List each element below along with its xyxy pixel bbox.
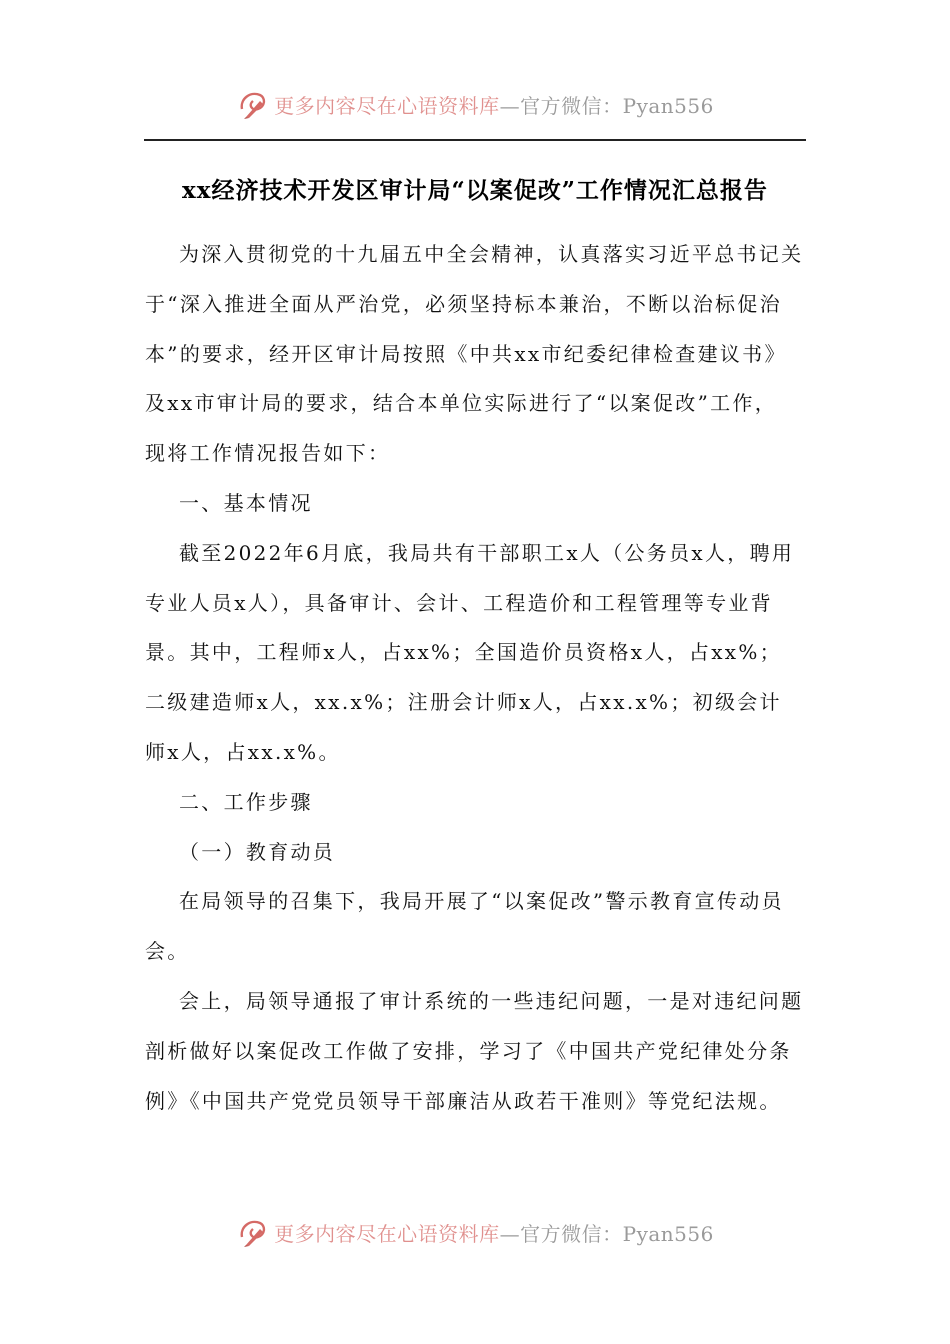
body-line: 师x人，占xx.x%。 (145, 739, 341, 764)
subsection-heading: （一）教育动员 (179, 839, 336, 864)
body-line: 在局领导的召集下，我局开展了“以案促改”警示教育宣传动员 (179, 889, 784, 914)
body-line: 于“深入推进全面从严治党，必须坚持标本兼治，不断以治标促治 (145, 291, 782, 316)
body-line: 为深入贯彻党的十九届五中全会精神，认真落实习近平总书记关 (179, 242, 804, 266)
watermark-separator: — (499, 1221, 521, 1246)
watermark-separator: — (499, 93, 521, 118)
body-line: 截至2022年6月底，我局共有干部职工x人（公务员x人，聘用 (179, 540, 795, 565)
document-title: xx经济技术开发区审计局“以案促改”工作情况汇总报告 (182, 177, 768, 204)
watermark-header (0, 84, 950, 124)
body-line: 二级建造师x人，xx.x%；注册会计师x人，占xx.x%；初级会计 (145, 690, 782, 715)
watermark-text-grey: 官方微信：Pyan556 (520, 93, 714, 118)
section-heading: 二、工作步骤 (179, 789, 313, 814)
watermark-text-grey: 官方微信：Pyan556 (520, 1221, 714, 1246)
body-line: 会。 (145, 939, 190, 964)
body-line: 例》《中国共产党党员领导干部廉洁从政若干准则》等党纪法规。 (145, 1088, 782, 1113)
body-line: 剖析做好以案促改工作做了安排，学习了《中国共产党纪律处分条 (145, 1038, 792, 1063)
section-heading: 一、基本情况 (179, 490, 313, 515)
body-line: 景。其中，工程师x人，占xx%；全国造价员资格x人，占xx%； (145, 640, 782, 665)
watermark-text-red: 更多内容尽在心语资料库 (274, 93, 500, 118)
header-rule (144, 139, 806, 141)
body-line: 及xx市审计局的要求，结合本单位实际进行了“以案促改”工作， (145, 391, 778, 416)
pen-swirl-logo-icon (236, 87, 270, 121)
body-line: 专业人员x人），具备审计、会计、工程造价和工程管理等专业背 (145, 590, 773, 615)
watermark-text-red: 更多内容尽在心语资料库 (274, 1221, 500, 1246)
watermark-footer (0, 1212, 950, 1252)
body-line: 现将工作情况报告如下： (145, 441, 391, 466)
document-body (145, 230, 807, 1126)
body-line: 会上，局领导通报了审计系统的一些违纪问题，一是对违纪问题 (179, 988, 804, 1013)
pen-swirl-logo-icon (236, 1215, 270, 1249)
body-line: 本”的要求，经开区审计局按照《中共xx市纪委纪律检查建议书》 (145, 341, 787, 366)
